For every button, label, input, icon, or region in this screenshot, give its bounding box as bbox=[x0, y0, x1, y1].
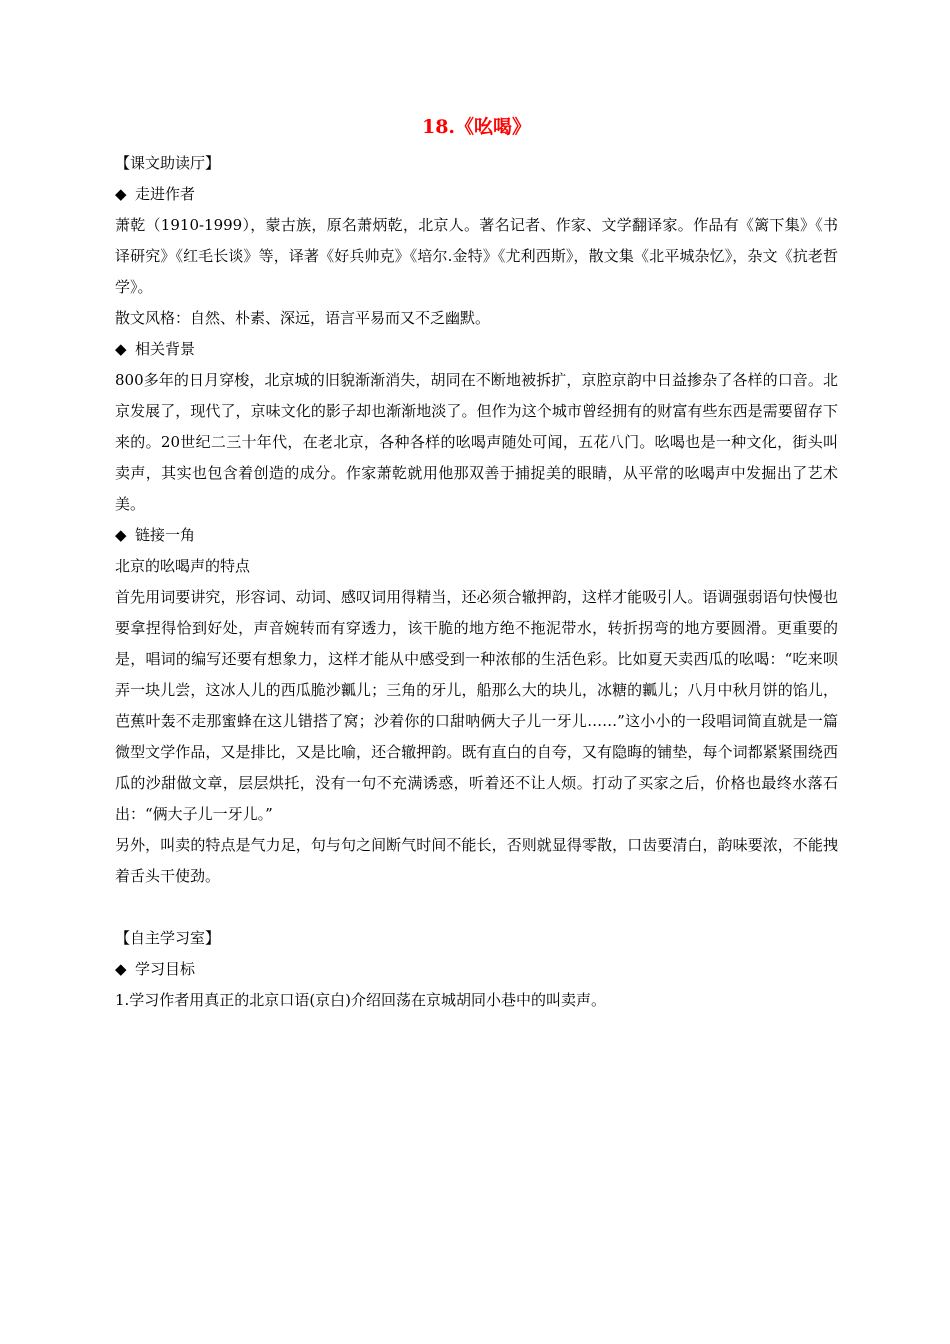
subsection-heading-author bbox=[115, 179, 838, 210]
subsection-heading-goals bbox=[115, 954, 838, 985]
section-heading-self-study: 【自主学习室】 bbox=[115, 929, 221, 947]
links-subtitle: 北京的吆喝声的特点 bbox=[115, 557, 251, 575]
subsection-heading-background bbox=[115, 334, 838, 365]
links-paragraph-extra: 另外，叫卖的特点是气力足，句与句之间断气时间不能长，否则就显得零散，口齿要清白，韵味要浓，不能拽着舌头干使劲。 bbox=[115, 836, 838, 885]
section-spacer bbox=[115, 892, 838, 923]
subsection-heading-label: 走进作者 bbox=[135, 185, 196, 203]
prose-style-paragraph: 散文风格：自然、朴素、深远，语言平易而又不乏幽默。 bbox=[115, 309, 491, 327]
subsection-heading-label: 链接一角 bbox=[135, 526, 196, 544]
diamond-bullet-icon: ◆ bbox=[115, 526, 127, 544]
author-intro-paragraph: 萧乾（1910-1999），蒙古族，原名萧炳乾，北京人。著名记者、作家、文学翻译家。作品有《篱下集》《书译研究》《红毛长谈》等，译著《好兵帅克》《培尔.金特》《尤利西斯》，散文集《北平城杂忆》，杂文《抗老哲学》。 bbox=[115, 216, 838, 296]
subsection-heading-links bbox=[115, 520, 838, 551]
document-title: 18.《吆喝》 bbox=[421, 116, 532, 138]
goal-item-1: 1.学习作者用真正的北京口语(京白)介绍回荡在京城胡同小巷中的叫卖声。 bbox=[115, 991, 607, 1009]
diamond-bullet-icon: ◆ bbox=[115, 340, 127, 358]
links-paragraph-main: 首先用词要讲究，形容词、动词、感叹词用得精当，还必须合辙押韵，这样才能吸引人。语调强弱语句快慢也要拿捏得恰到好处，声音婉转而有穿透力，该干脆的地方绝不拖泥带水，转折拐弯的地方要圆滑。更重要的是，唱词的编写还要有想象力，这样才能从中感受到一种浓郁的生活色彩。比如夏天卖西瓜的吆喝：“吃来呗弄一块儿尝，这冰人儿的西瓜脆沙瓤儿；三角的牙儿，船那么大的块儿，冰糖的瓤儿；八月中秋月饼的馅儿，芭蕉叶轰不走那蜜蜂在这儿错搭了窝；沙着你的口甜呐俩大子儿一牙儿……”这小小的一段唱词简直就是一篇微型文学作品，又是排比，又是比喻，还合辙押韵。既有直白的自夸，又有隐晦的铺垫，每个词都紧紧围绕西瓜的沙甜做文章，层层烘托，没有一句不充满诱惑，听着还不让人烦。打动了买家之后，价格也最终水落石出：“俩大子儿一牙儿。” bbox=[115, 588, 838, 823]
document-page bbox=[115, 112, 838, 1016]
section-heading-reading-hall: 【课文助读厅】 bbox=[115, 154, 221, 172]
subsection-heading-label: 相关背景 bbox=[135, 340, 196, 358]
diamond-bullet-icon: ◆ bbox=[115, 185, 127, 203]
background-paragraph: 800多年的日月穿梭，北京城的旧貌渐渐消失，胡同在不断地被拆扩，京腔京韵中日益掺杂了各样的口音。北京发展了，现代了，京味文化的影子却也渐渐地淡了。但作为这个城市曾经拥有的财富有些东西是需要留存下来的。20世纪二三十年代，在老北京，各种各样的吆喝声随处可闻，五花八门。吆喝也是一种文化，街头叫卖声，其实也包含着创造的成分。作家萧乾就用他那双善于捕捉美的眼睛，从平常的吆喝声中发掘出了艺术美。 bbox=[115, 371, 838, 513]
diamond-bullet-icon: ◆ bbox=[115, 960, 127, 978]
subsection-heading-label: 学习目标 bbox=[135, 960, 196, 978]
